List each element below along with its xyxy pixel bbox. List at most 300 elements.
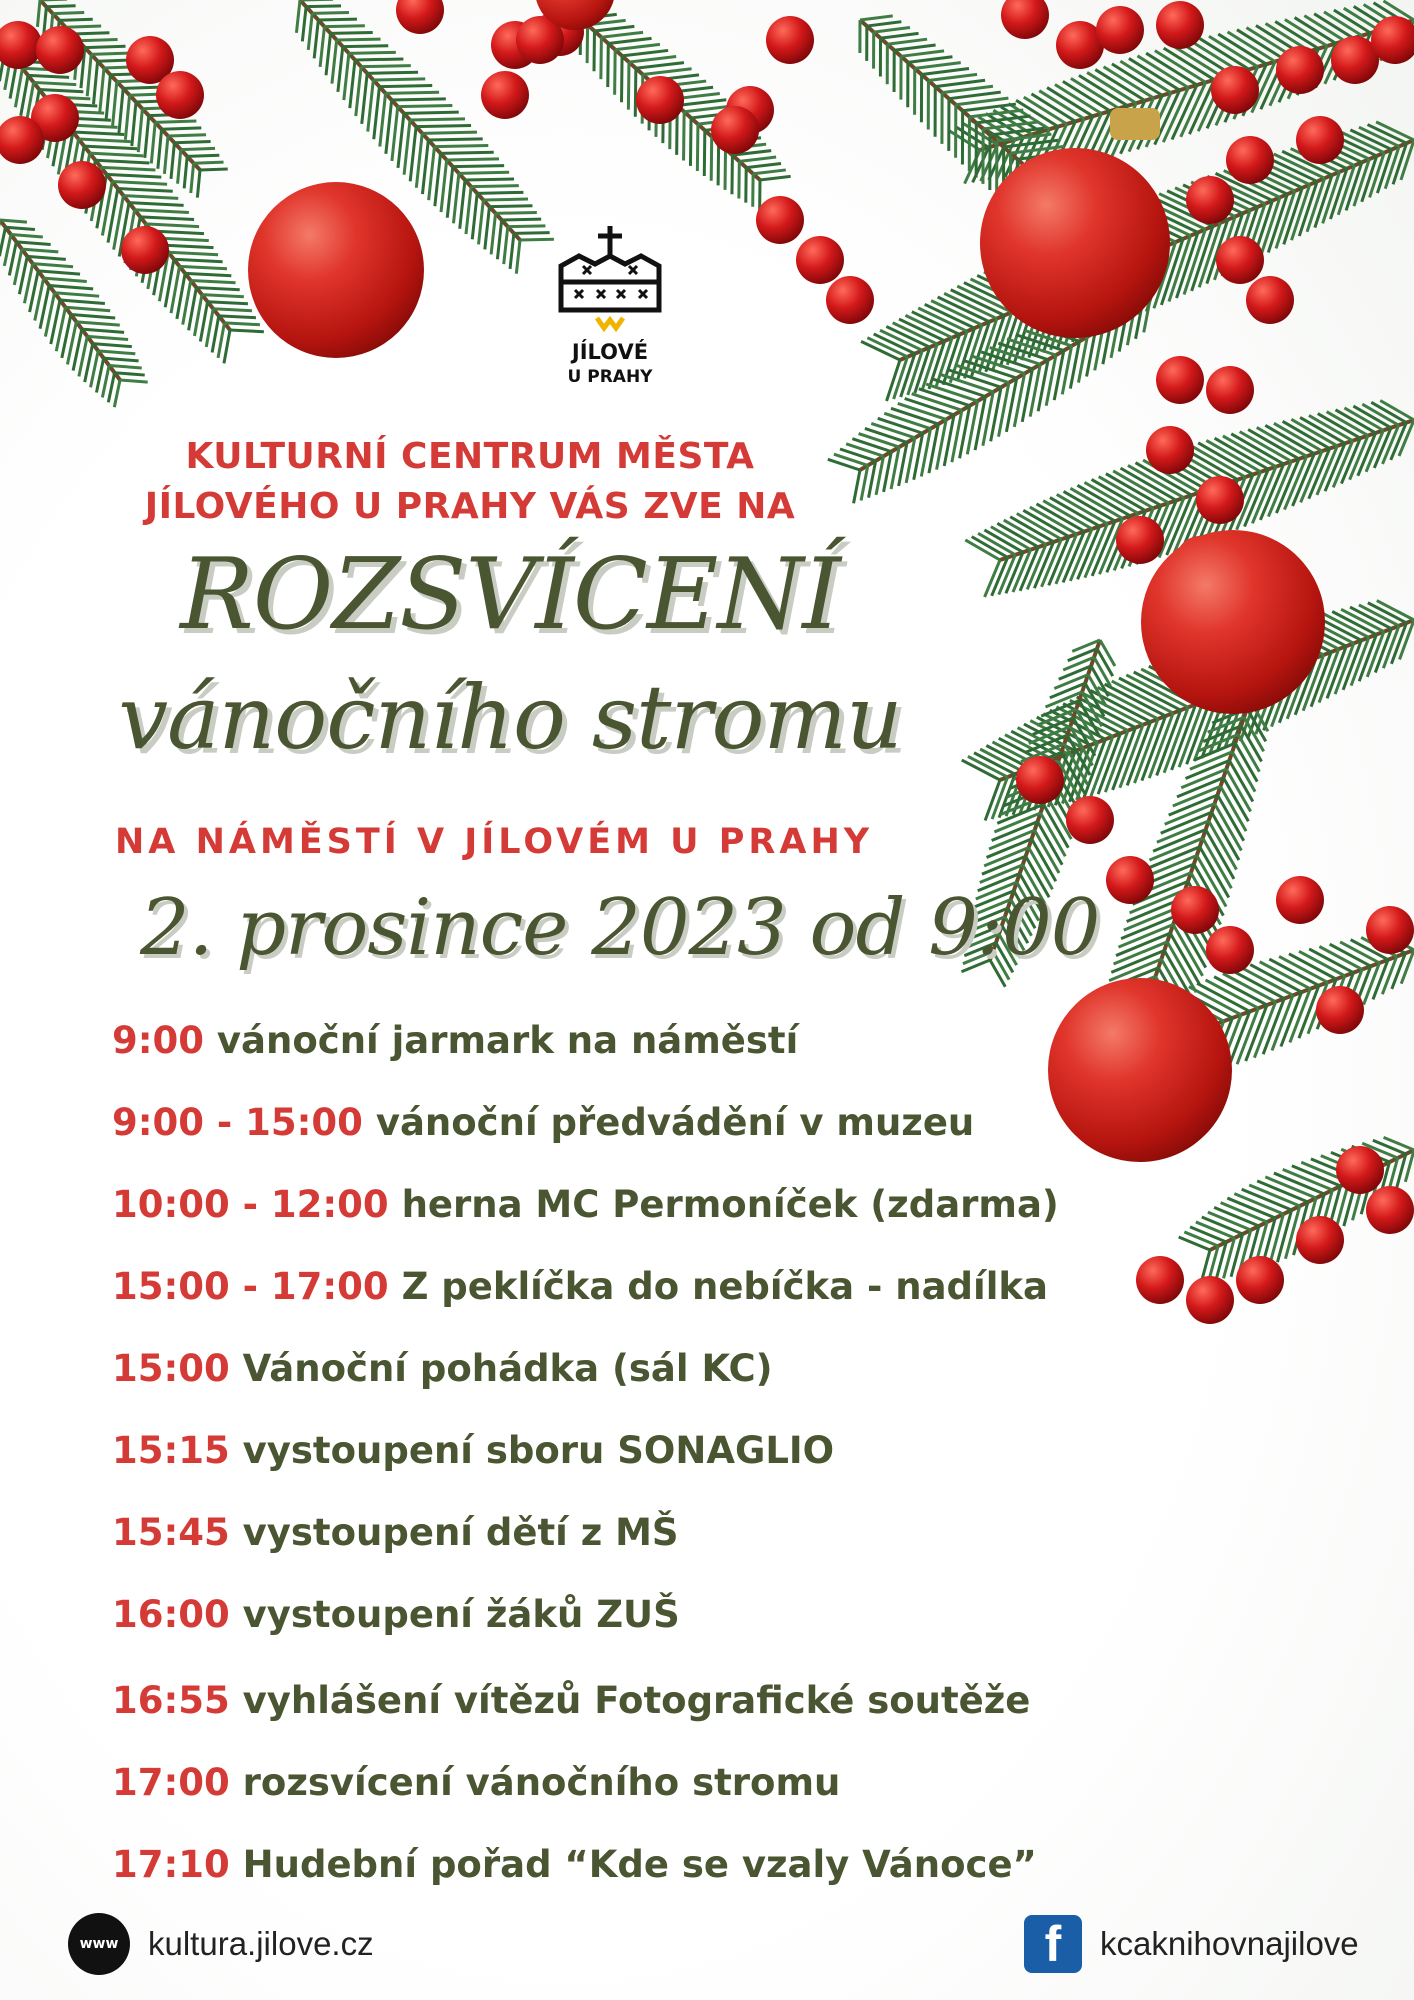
fir-needle xyxy=(185,273,231,275)
fir-needle xyxy=(118,189,173,192)
schedule-item xyxy=(112,1344,773,1394)
fir-needle xyxy=(472,193,477,239)
fir-needle xyxy=(1097,649,1113,677)
holly-berry xyxy=(1211,66,1259,114)
schedule-desc: Vánoční pohádka (sál KC) xyxy=(242,1347,773,1390)
fir-needle xyxy=(477,192,523,193)
fir-needle xyxy=(489,206,532,207)
holly-berry xyxy=(1296,1216,1344,1264)
website-link[interactable] xyxy=(68,1911,374,1977)
fir-needle xyxy=(106,75,110,119)
fir-needle xyxy=(1095,70,1145,101)
fir-needle xyxy=(34,82,77,84)
fir-needle xyxy=(497,220,501,259)
fir-needle xyxy=(314,20,318,58)
fir-needle xyxy=(324,26,364,27)
fir-needle xyxy=(16,242,50,245)
fir-needle xyxy=(113,82,117,127)
fir-needle xyxy=(349,52,396,53)
fir-needle xyxy=(1223,973,1276,1001)
fir-needle xyxy=(11,235,43,237)
fir-needle xyxy=(158,129,162,169)
fir-needle xyxy=(485,207,490,250)
fir-needle xyxy=(0,220,27,222)
fir-needle xyxy=(107,174,162,177)
fir-needle xyxy=(163,245,214,248)
fir-needle xyxy=(1206,980,1259,1008)
fir-needle xyxy=(1105,684,1166,716)
fir-needle xyxy=(194,162,224,163)
holly-berry xyxy=(156,71,204,119)
fir-needle xyxy=(1291,419,1337,446)
schedule-desc: vyhlášení vítězů Fotografické soutěže xyxy=(242,1679,1031,1722)
fir-needle xyxy=(87,336,128,339)
fir-needle xyxy=(1005,735,1053,760)
fir-needle xyxy=(516,240,520,274)
fir-needle xyxy=(374,87,380,139)
fir-needle xyxy=(53,13,84,14)
schedule-time: 9:00 xyxy=(112,1019,205,1062)
fir-needle xyxy=(361,66,411,67)
red-ornament-ball xyxy=(248,182,424,358)
fir-needle xyxy=(1017,514,1062,540)
holly-berry xyxy=(1146,426,1194,474)
schedule-desc: vánoční předvádění v muzeu xyxy=(375,1101,975,1144)
fir-needle xyxy=(1241,967,1293,995)
fir-needle xyxy=(108,373,114,403)
red-ornament-ball xyxy=(1141,530,1325,714)
fir-needle xyxy=(860,16,893,20)
fir-needle xyxy=(65,307,110,310)
fir-needle xyxy=(356,67,361,116)
fir-needle xyxy=(510,233,514,269)
fir-needle xyxy=(104,358,139,361)
schedule-item xyxy=(112,1262,1048,1312)
fir-needle xyxy=(508,226,546,227)
fir-needle xyxy=(168,252,218,255)
fir-needle xyxy=(392,99,446,100)
schedule-time: 17:10 xyxy=(112,1843,230,1886)
fir-needle xyxy=(1200,39,1249,70)
fir-needle xyxy=(84,146,137,149)
facebook-icon: f xyxy=(1024,1915,1082,1973)
fir-needle xyxy=(453,166,504,167)
fir-needle xyxy=(594,26,634,31)
fir-needle xyxy=(859,434,900,447)
fir-needle xyxy=(37,0,40,27)
fir-needle xyxy=(1055,84,1102,113)
fir-needle xyxy=(132,102,136,146)
fir-needle xyxy=(178,150,181,184)
fir-needle xyxy=(344,53,349,100)
fir-needle xyxy=(95,160,149,163)
fir-needle xyxy=(4,235,11,266)
fir-needle xyxy=(865,428,907,442)
fir-needle xyxy=(711,137,712,181)
schedule-item xyxy=(112,1180,1059,1230)
fir-needle xyxy=(1094,657,1111,686)
fir-needle xyxy=(1155,51,1206,83)
fir-needle xyxy=(312,13,349,14)
fir-needle xyxy=(1179,1237,1210,1250)
fir-needle xyxy=(410,127,416,182)
fir-needle xyxy=(1104,67,1154,98)
fir-needle xyxy=(224,330,230,363)
schedule-item xyxy=(112,1840,1037,1890)
schedule-desc: vystoupení žáků ZUŠ xyxy=(242,1593,680,1636)
fir-needle xyxy=(398,113,404,168)
fir-needle xyxy=(459,172,509,173)
intro-line1: KULTURNÍ CENTRUM MĚSTA xyxy=(185,436,755,477)
fir-needle xyxy=(79,139,131,142)
fir-needle xyxy=(120,380,148,382)
schedule-item xyxy=(112,1016,798,1066)
holly-berry xyxy=(1106,856,1154,904)
fir-needle xyxy=(935,80,985,86)
holly-berry xyxy=(826,276,874,324)
fir-needle xyxy=(187,155,219,156)
fir-needle xyxy=(615,50,616,95)
fir-needle xyxy=(1146,53,1197,85)
fir-needle xyxy=(115,373,145,375)
fir-needle xyxy=(90,153,144,156)
fir-needle xyxy=(894,45,935,50)
fir-needle xyxy=(1023,510,1069,536)
fir-needle xyxy=(171,143,174,179)
event-place: NA NÁMĚSTÍ V JÍLOVÉM U PRAHY xyxy=(115,822,874,862)
fir-needle xyxy=(441,160,447,212)
fir-needle xyxy=(1214,977,1267,1005)
fir-needle xyxy=(219,316,256,318)
fir-needle xyxy=(1039,91,1084,119)
fir-needle xyxy=(483,199,528,200)
fir-needle xyxy=(1203,838,1232,888)
fir-needle xyxy=(636,63,684,69)
fir-needle xyxy=(520,239,554,240)
fir-needle xyxy=(942,86,993,92)
fir-needle xyxy=(145,116,149,158)
fir-needle xyxy=(200,302,207,342)
fir-needle xyxy=(1283,421,1330,448)
website-url[interactable]: kultura.jilove.cz xyxy=(148,1925,374,1962)
fir-needle xyxy=(746,163,781,167)
fir-needle xyxy=(138,109,142,152)
fir-needle xyxy=(386,92,440,93)
holly-berry xyxy=(1001,0,1049,39)
fir-needle xyxy=(140,217,194,220)
fir-needle xyxy=(386,100,392,154)
holly-berry xyxy=(796,236,844,284)
fir-needle xyxy=(422,140,428,194)
fir-needle xyxy=(441,152,494,153)
event-subtitle: vánočního stromu xyxy=(118,666,902,769)
fir-needle xyxy=(155,121,196,122)
fir-needle xyxy=(460,180,465,229)
holly-berry xyxy=(1186,176,1234,224)
fir-needle xyxy=(884,413,930,428)
fir-needle xyxy=(854,470,860,503)
fir-needle xyxy=(362,73,367,124)
fir-needle xyxy=(206,309,213,347)
fir-needle xyxy=(212,316,219,353)
fir-needle xyxy=(129,203,184,206)
fir-needle xyxy=(1209,36,1258,67)
fir-needle xyxy=(94,61,98,104)
holly-berry xyxy=(1206,366,1254,414)
fir-needle xyxy=(1037,504,1085,532)
fir-needle xyxy=(196,288,239,290)
fir-needle xyxy=(162,128,202,129)
fir-needle xyxy=(465,179,514,180)
holly-berry xyxy=(36,26,84,74)
fir-needle xyxy=(434,146,488,147)
fir-needle xyxy=(1112,681,1173,713)
fir-needle xyxy=(931,301,982,325)
fir-needle xyxy=(39,90,83,92)
schedule-item xyxy=(112,1676,1030,1726)
holly-berry xyxy=(756,196,804,244)
fir-needle xyxy=(956,98,1009,105)
schedule-desc: Hudební pořad “Kde se vzaly Vánoce” xyxy=(242,1843,1037,1886)
fir-needle xyxy=(629,57,676,63)
fir-needle xyxy=(109,365,142,368)
fir-needle xyxy=(202,295,244,297)
globe-www-icon: www xyxy=(68,1913,130,1975)
fir-needle xyxy=(135,210,189,213)
town-logo xyxy=(555,222,665,392)
fir-needle xyxy=(332,40,337,84)
fir-needle xyxy=(622,56,623,102)
fir-needle xyxy=(368,80,374,132)
fir-needle xyxy=(343,46,388,47)
fir-needle xyxy=(296,0,300,33)
fir-needle xyxy=(908,57,953,63)
fir-needle xyxy=(628,62,629,110)
fir-needle xyxy=(355,59,403,60)
fir-needle xyxy=(928,74,977,80)
holly-berry xyxy=(766,16,814,64)
fir-needle xyxy=(85,46,126,47)
fir-needle xyxy=(1087,72,1136,103)
fir-needle xyxy=(608,43,609,87)
fir-needle xyxy=(1250,965,1301,993)
fir-needle xyxy=(1184,1232,1218,1246)
fir-needle xyxy=(1373,1140,1406,1154)
schedule-time: 10:00 - 12:00 xyxy=(112,1183,389,1226)
fir-needle xyxy=(119,88,123,133)
fir-needle xyxy=(404,112,459,113)
fir-needle xyxy=(915,63,961,69)
ornament-cap xyxy=(1110,108,1160,140)
fir-needle xyxy=(1309,415,1353,440)
holly-berry xyxy=(1136,1256,1184,1304)
fir-needle xyxy=(350,60,355,108)
fir-needle xyxy=(78,39,117,40)
fir-needle xyxy=(1218,34,1266,64)
fir-needle xyxy=(5,227,34,229)
fir-needle xyxy=(422,132,477,133)
schedule-time: 15:00 xyxy=(112,1347,230,1390)
fir-needle xyxy=(318,19,357,20)
holly-berry xyxy=(1366,906,1414,954)
fir-needle xyxy=(33,264,73,267)
fir-needle xyxy=(504,227,508,264)
fir-needle xyxy=(447,159,499,160)
fir-needle xyxy=(1300,417,1345,443)
fir-needle xyxy=(1170,933,1199,984)
fir-needle xyxy=(1030,507,1077,534)
holly-berry xyxy=(481,71,529,119)
fir-needle xyxy=(1209,821,1237,870)
fir-needle xyxy=(479,200,484,244)
holly-berry xyxy=(58,161,106,209)
fir-needle xyxy=(887,360,900,401)
fir-needle xyxy=(102,365,109,397)
fir-needle xyxy=(704,130,705,176)
fir-needle xyxy=(146,224,199,227)
fir-needle xyxy=(15,68,22,107)
fir-needle xyxy=(887,39,927,44)
fir-needle xyxy=(76,322,119,325)
holly-berry xyxy=(396,0,444,34)
facebook-link[interactable] xyxy=(1024,1911,1359,1977)
holly-berry xyxy=(1246,276,1294,324)
fir-needle xyxy=(123,196,178,199)
fir-needle xyxy=(1079,75,1128,105)
fir-needle xyxy=(718,143,719,186)
fir-needle xyxy=(867,22,902,26)
schedule-time: 16:55 xyxy=(112,1679,230,1722)
fir-needle xyxy=(949,92,1001,99)
schedule-desc: vystoupení sboru SONAGLIO xyxy=(242,1429,835,1472)
fir-needle xyxy=(601,37,602,79)
holly-berry xyxy=(1156,1,1204,49)
fir-needle xyxy=(496,212,537,213)
fir-needle xyxy=(1228,32,1276,62)
fir-needle xyxy=(73,132,124,135)
holly-berry xyxy=(1196,476,1244,524)
fir-needle xyxy=(428,139,482,140)
holly-berry xyxy=(1171,886,1219,934)
fir-needle xyxy=(739,157,776,161)
fir-needle xyxy=(1047,88,1093,117)
logo-name-line2: U PRAHY xyxy=(567,367,653,387)
fir-needle xyxy=(60,300,105,303)
fir-needle xyxy=(871,423,915,437)
fir-needle xyxy=(416,126,471,127)
facebook-page-name[interactable]: kcaknihovnajilove xyxy=(1100,1925,1359,1962)
fir-needle xyxy=(1129,58,1180,90)
schedule-time: 15:45 xyxy=(112,1511,230,1554)
fir-needle xyxy=(491,213,495,254)
fir-needle xyxy=(373,79,425,80)
fir-needle xyxy=(502,219,541,220)
fir-needle xyxy=(224,323,260,325)
fir-needle xyxy=(697,124,698,171)
fir-needle xyxy=(91,351,99,387)
fir-needle xyxy=(891,408,938,424)
fir-needle xyxy=(608,38,651,43)
schedule-item xyxy=(112,1426,834,1476)
fir-needle xyxy=(164,136,168,174)
fir-needle xyxy=(901,51,944,56)
holly-berry xyxy=(1226,136,1274,184)
fir-needle xyxy=(191,163,194,193)
fir-needle xyxy=(337,39,381,40)
fir-needle xyxy=(677,100,726,106)
fir-needle xyxy=(306,6,341,7)
schedule-desc: herna MC Permoníček (zdarma) xyxy=(401,1183,1059,1226)
fir-needle xyxy=(404,120,410,175)
schedule-time: 16:00 xyxy=(112,1593,230,1636)
fir-needle xyxy=(59,19,93,20)
fir-needle xyxy=(101,167,155,170)
fir-needle xyxy=(1137,56,1188,88)
fir-needle xyxy=(22,249,59,252)
intro-text xyxy=(95,432,845,532)
fir-needle xyxy=(184,156,187,188)
fir-needle xyxy=(308,13,312,50)
fir-needle xyxy=(1206,830,1234,879)
fir-needle xyxy=(1010,517,1053,542)
fir-needle xyxy=(447,167,453,218)
fir-needle xyxy=(100,68,104,112)
fir-needle xyxy=(168,135,206,136)
red-ornament-ball xyxy=(1048,978,1232,1162)
fir-needle xyxy=(197,170,200,198)
fir-needle xyxy=(453,173,458,223)
holly-berry xyxy=(1016,756,1064,804)
fir-needle xyxy=(410,119,465,120)
holly-berry xyxy=(1276,876,1324,924)
fir-needle xyxy=(643,69,692,75)
fir-needle xyxy=(466,187,471,234)
fir-needle xyxy=(320,27,324,67)
fir-needle xyxy=(338,47,343,92)
fir-needle xyxy=(615,44,660,49)
event-date: 2. prosince 2023 od 9:00 xyxy=(140,883,1100,973)
fir-needle xyxy=(174,259,223,261)
fir-needle xyxy=(1232,970,1284,998)
fir-needle xyxy=(49,285,93,288)
fir-needle xyxy=(21,75,28,115)
fir-needle xyxy=(938,297,990,322)
fir-needle xyxy=(302,7,306,42)
fir-needle xyxy=(208,302,248,304)
fir-needle xyxy=(635,68,636,116)
fir-needle xyxy=(878,418,923,433)
fir-needle xyxy=(1120,61,1171,93)
fir-needle xyxy=(690,118,691,166)
fir-needle xyxy=(398,106,453,107)
logo-name-line1: JÍLOVÉ xyxy=(571,340,649,364)
schedule-time: 17:00 xyxy=(112,1761,230,1804)
fir-needle xyxy=(1063,81,1110,111)
schedule-time: 15:00 - 17:00 xyxy=(112,1265,389,1308)
fir-needle xyxy=(112,181,167,184)
fir-needle xyxy=(922,68,969,74)
schedule-desc: rozsvícení vánočního stromu xyxy=(242,1761,841,1804)
schedule-item xyxy=(112,1590,680,1640)
fir-needle xyxy=(98,351,135,354)
fir-needle xyxy=(194,295,201,336)
schedule-item xyxy=(112,1508,679,1558)
fir-needle xyxy=(435,153,441,206)
fir-needle xyxy=(46,6,75,7)
fir-needle xyxy=(1237,30,1284,59)
fir-needle xyxy=(181,148,215,149)
fir-needle xyxy=(753,170,786,174)
